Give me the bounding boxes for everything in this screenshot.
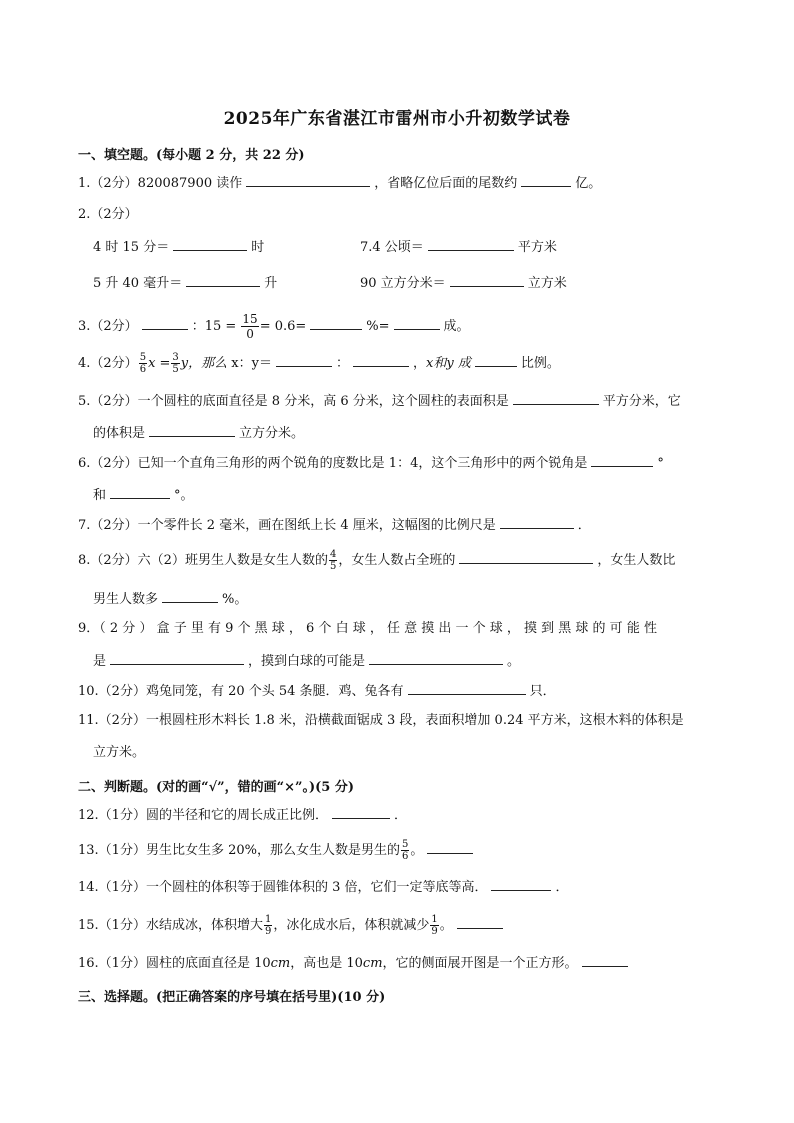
answer-blank[interactable] — [491, 878, 551, 891]
question-7: 7.（2分）一个零件长 2 毫米，画在图纸上长 4 厘米，这幅图的比例尺是 ． — [78, 518, 591, 533]
question-12: 12.（1分）圆的半径和它的周长成正比例． ． — [78, 808, 407, 823]
answer-blank[interactable] — [149, 424, 235, 437]
question-8-cont: 男生人数多 %。 — [93, 592, 248, 607]
question-1: 1.（2分）820087900 读作 ，省略亿位后面的尾数约 亿。 — [78, 176, 602, 191]
answer-blank[interactable] — [475, 354, 517, 367]
question-11-cont: 立方米。 — [93, 745, 146, 760]
answer-blank[interactable] — [408, 682, 526, 695]
question-3: 3.（2分） ：15 = $\frac{15}{0}$ = 0.6= %= 成。 — [78, 312, 470, 341]
answer-blank[interactable] — [591, 454, 653, 467]
fraction: $\frac{4}{5}$ — [329, 549, 337, 572]
answer-blank[interactable] — [110, 486, 170, 499]
question-9-cont: 是 ，摸到白球的可能是 。 — [93, 654, 521, 669]
section-true-false: 二、判断题。(对的画“√”，错的画“×”。)(5 分) — [78, 780, 355, 795]
answer-blank[interactable] — [186, 274, 260, 287]
question-2-row-2b: 90 立方分米＝ 立方米 — [360, 276, 567, 291]
answer-blank[interactable] — [332, 806, 390, 819]
answer-blank[interactable] — [500, 516, 574, 529]
answer-blank[interactable] — [428, 238, 514, 251]
answer-blank[interactable] — [110, 652, 244, 665]
answer-blank[interactable] — [521, 174, 571, 187]
section-fill-in: 一、填空题。(每小题 2 分，共 22 分) — [78, 148, 305, 163]
fraction: $\frac{5}{6}$ — [401, 839, 409, 862]
answer-blank[interactable] — [142, 317, 188, 330]
answer-blank[interactable] — [394, 317, 440, 330]
question-2-row-2: 5 升 40 毫升＝ 升 — [93, 276, 278, 291]
question-9: 9．（ 2 分 ） 盒 子 里 有 9 个 黑 球 ， 6 个 白 球 ， 任 意 摸 出 一 个 球 ， 摸 到 黑 球 的 可 能 性 — [78, 621, 657, 636]
question-6: 6.（2分）已知一个直角三角形的两个锐角的度数比是 1：4，这个三角形中的两个锐角是 ° — [78, 456, 664, 471]
answer-blank[interactable] — [173, 238, 247, 251]
question-10: 10.（2分）鸡兔同笼，有 20 个头 54 条腿．鸡、兔各有 只． — [78, 684, 556, 699]
question-2-row-1: 4 时 15 分＝ 时 — [93, 240, 265, 255]
question-6-cont: 和 °。 — [93, 488, 194, 503]
fraction: $\frac{3}{5}$ — [172, 352, 179, 375]
answer-blank[interactable] — [162, 590, 218, 603]
answer-blank[interactable] — [310, 317, 362, 330]
question-15: 15.（1分）水结成冰，体积增大 $\frac{1}{9}$ ，冰化成水后，体积就减少 $\frac{1}{9}$ 。 — [78, 912, 507, 940]
section-multiple-choice: 三、选择题。(把正确答案的序号填在括号里)(10 分) — [78, 990, 386, 1005]
fraction: $\frac{1}{9}$ — [264, 914, 272, 937]
question-5-cont: 的体积是 立方分米。 — [93, 426, 305, 441]
question-4: 4.（2分） $\frac{5}{6}$ x = $\frac{3}{5}$ y，那么 x：y＝ ： ，x和y 成 比例。 — [78, 352, 560, 375]
question-16: 16.（1分）圆柱的底面直径是 10cm，高也是 10cm，它的侧面展开图是一个正方形。 — [78, 954, 632, 973]
question-2-row-1b: 7.4 公顷＝ 平方米 — [360, 240, 557, 255]
answer-blank[interactable] — [427, 841, 473, 854]
question-14: 14.（1分）一个圆柱的体积等于圆锥体积的 3 倍，它们一定等底等高． ． — [78, 880, 569, 895]
answer-blank[interactable] — [582, 954, 628, 967]
question-8: 8.（2分）六（2）班男生人数是女生人数的 $\frac{4}{5}$ ，女生人数占全班的 ，女生人数比 — [78, 549, 676, 572]
question-5: 5.（2分）一个圆柱的底面直径是 8 分米，高 6 分米，这个圆柱的表面积是 平方分米，它 — [78, 394, 681, 409]
question-13: 13.（1分）男生比女生多 20%，那么女生人数是男生的 $\frac{5}{6}$ 。 — [78, 838, 477, 864]
question-2-header: 2.（2分） — [78, 207, 138, 222]
answer-blank[interactable] — [513, 392, 599, 405]
answer-blank[interactable] — [353, 354, 409, 367]
answer-blank[interactable] — [369, 652, 503, 665]
answer-blank[interactable] — [459, 551, 593, 564]
question-11: 11.（2分）一根圆柱形木料长 1.8 米，沿横截面锯成 3 段，表面积增加 0.24 平方米，这根木料的体积是 — [78, 713, 684, 728]
answer-blank[interactable] — [246, 174, 370, 187]
answer-blank[interactable] — [276, 354, 332, 367]
answer-blank[interactable] — [457, 916, 503, 929]
fraction: $\frac{5}{6}$ — [139, 352, 147, 375]
answer-blank[interactable] — [450, 274, 524, 287]
fraction: $\frac{1}{9}$ — [431, 914, 438, 937]
page-title: 2025年广东省湛江市雷州市小升初数学试卷 — [223, 109, 571, 129]
fraction: $\frac{15}{0}$ — [242, 312, 258, 341]
